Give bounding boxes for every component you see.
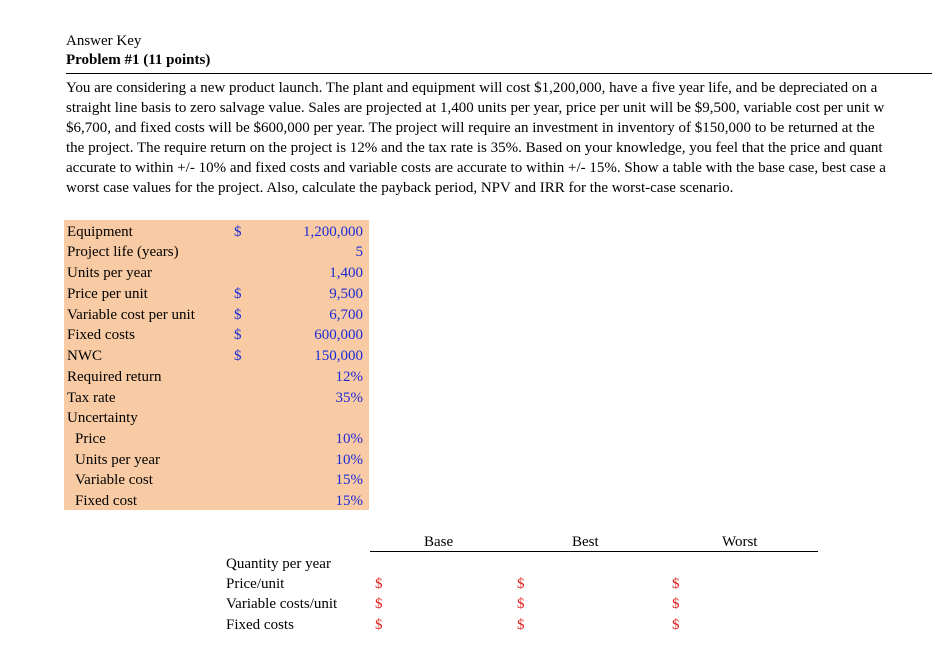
input-dollar: $ (234, 327, 242, 343)
input-value: 1,400 (329, 265, 363, 281)
header-worst: Worst (722, 534, 758, 550)
input-row (64, 429, 369, 449)
input-value: 5 (355, 244, 363, 260)
input-label: Fixed costs (67, 327, 135, 343)
input-label: Project life (years) (67, 244, 179, 260)
input-label: Equipment (67, 224, 133, 240)
base-dollar: $ (375, 596, 383, 612)
answer-key-title: Answer Key (66, 33, 142, 49)
input-dollar: $ (234, 348, 242, 364)
input-label: Price per unit (67, 286, 148, 302)
input-value: 600,000 (314, 327, 363, 343)
problem-line: You are considering a new product launch. The plant and equipment will cost $1,200,000, have a five year life, and be depreciated on a (66, 80, 878, 96)
problem-line: worst case values for the project. Also, calculate the payback period, NPV and IRR for the worst-case scenario. (66, 180, 734, 196)
input-row (64, 305, 369, 325)
problem-line: the project. The require return on the project is 12% and the tax rate is 35%. Based on your knowledge, you feel that the price and quant (66, 140, 883, 156)
input-value: 9,500 (329, 286, 363, 302)
input-value: 15% (335, 472, 363, 488)
input-label: Variable cost (75, 472, 153, 488)
problem-line: straight line basis to zero salvage value. Sales are projected at 1,400 units per year, price per unit will be $9,500, variable cost per unit w (66, 100, 885, 116)
input-value: 1,200,000 (303, 224, 363, 240)
worst-dollar: $ (672, 576, 680, 592)
input-value: 150,000 (314, 348, 363, 364)
input-label: Tax rate (67, 390, 116, 406)
input-value: 6,700 (329, 307, 363, 323)
input-label: Required return (67, 369, 162, 385)
input-label: Units per year (75, 452, 160, 468)
scenario-label: Quantity per year (226, 556, 331, 572)
input-row (64, 450, 369, 470)
scenario-label: Variable costs/unit (226, 596, 338, 612)
scenario-label: Price/unit (226, 576, 285, 592)
input-value: 35% (335, 390, 363, 406)
input-value: 15% (335, 493, 363, 509)
input-label: Units per year (67, 265, 152, 281)
input-row (64, 388, 369, 408)
problem-heading: Problem #1 (11 points) (66, 52, 211, 68)
input-row (64, 470, 369, 490)
worst-dollar: $ (672, 596, 680, 612)
input-label: Price (75, 431, 106, 447)
input-value: 10% (335, 431, 363, 447)
input-dollar: $ (234, 224, 242, 240)
header-divider (66, 73, 932, 74)
problem-line: accurate to within +/- 10% and fixed costs and variable costs are accurate to within +/- 15%. Show a table with the base case, best case a (66, 160, 886, 176)
header-underline (370, 551, 818, 552)
input-value: 12% (335, 369, 363, 385)
input-row (64, 284, 369, 304)
best-dollar: $ (517, 596, 525, 612)
header-best: Best (572, 534, 599, 550)
base-dollar: $ (375, 617, 383, 633)
input-row (64, 346, 369, 366)
input-row (64, 408, 369, 428)
input-dollar: $ (234, 307, 242, 323)
worst-dollar: $ (672, 617, 680, 633)
input-dollar: $ (234, 286, 242, 302)
input-label: Uncertainty (67, 410, 138, 426)
best-dollar: $ (517, 576, 525, 592)
input-row (64, 222, 369, 242)
input-value: 10% (335, 452, 363, 468)
base-dollar: $ (375, 576, 383, 592)
best-dollar: $ (517, 617, 525, 633)
scenario-label: Fixed costs (226, 617, 294, 633)
input-label: Variable cost per unit (67, 307, 195, 323)
header-base: Base (424, 534, 454, 550)
input-label: Fixed cost (75, 493, 138, 509)
input-row (64, 491, 369, 511)
problem-line: $6,700, and fixed costs will be $600,000 per year. The project will require an investment in inventory of $150,000 to be returned at the (66, 120, 875, 136)
input-row (64, 325, 369, 345)
inputs-table (64, 220, 369, 510)
input-row (64, 367, 369, 387)
input-row (64, 263, 369, 283)
input-row (64, 242, 369, 262)
input-label: NWC (67, 348, 102, 364)
